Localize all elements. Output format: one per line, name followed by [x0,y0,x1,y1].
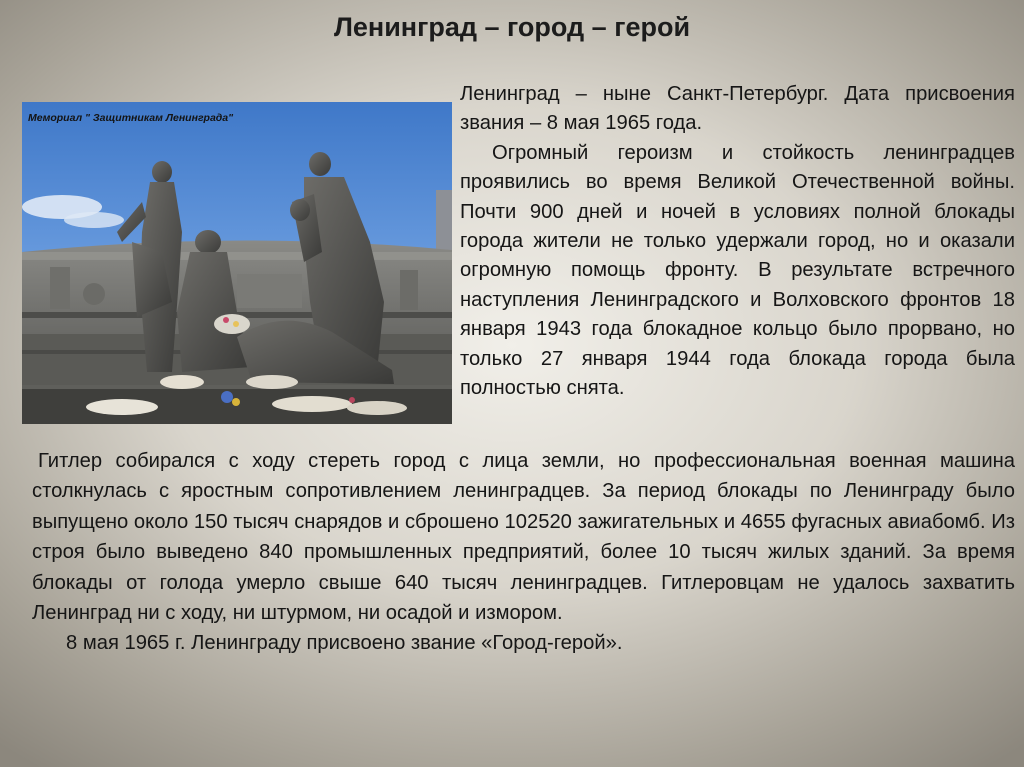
paragraph-dates: Ленинград – ныне Санкт-Петербург. Дата присвоения звания – 8 мая 1965 года. [460,83,1015,135]
slide-title: Ленинград – город – герой [333,12,691,42]
paragraph-hero-city: 8 мая 1965 г. Ленинграду присвоено звание «Город-герой». [66,632,623,655]
memorial-photo-image [22,102,452,424]
memorial-photo [22,102,452,424]
paragraph-hitler: Гитлер собирался с ходу стереть город с лица земли, но профессиональная военная машина столкнулась с яростным сопротивлением ленинградцев. За период блокады по Ленинграду было выпущено около 150 тысяч снарядов и сброшено 102520 зажигательных и 4655 фугасных авиабомб. Из строя было выведено 840 промышленных предприятий, более 10 тысяч жилых зданий. За время блокады от голода умерло свыше 640 тысяч ленинградцев. Гитлеровцам не удалось захватить Ленинград ни с ходу, ни штурмом, ни осадой и измором. [32,450,1015,625]
photo-caption: Мемориал " Защитникам Ленинграда" [28,112,234,124]
paragraph-blockade: Огромный героизм и стойкость ленинградцев проявились во время Великой Отечественной войны. Почти 900 дней и ночей в условиях полной блокады города жители не только удержали город, но и оказали огромную помощь фронту. В результате встречного наступления Ленинградского и Волховского фронтов 18 января 1943 года блокадное кольцо было прорвано, но только 27 января 1944 года блокада города была полностью снята. [460,141,1015,400]
intro-text-block [460,80,1015,403]
main-text-block [32,446,1015,659]
